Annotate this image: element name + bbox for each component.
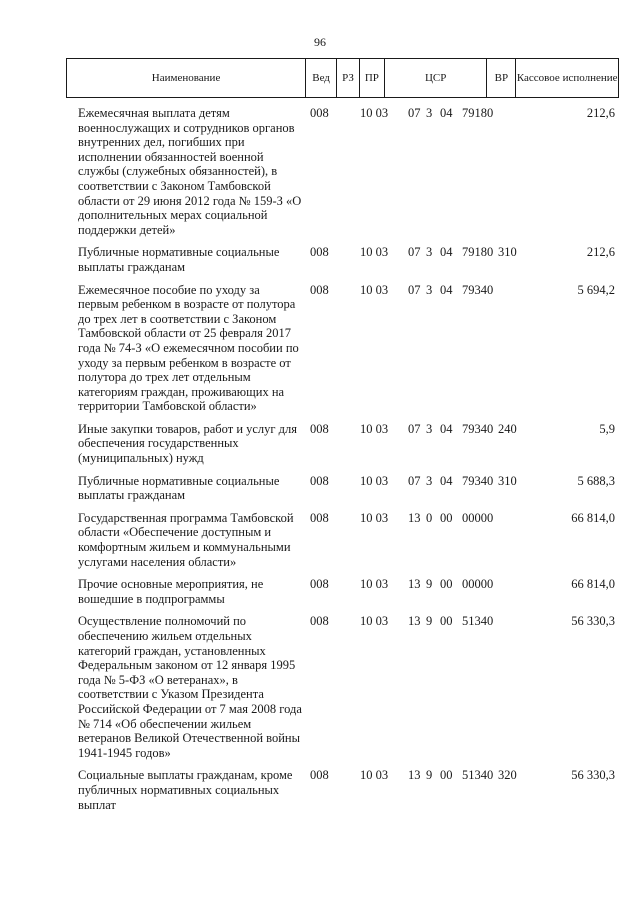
- row-csr: [398, 283, 498, 414]
- table-header: [66, 58, 619, 98]
- row-vr: [498, 106, 526, 237]
- row-vr: [498, 614, 526, 760]
- row-csr: [398, 474, 498, 503]
- row-csr-direction: 00000: [462, 577, 494, 592]
- row-sum: 5,9: [599, 421, 615, 436]
- row-rz-pr: 10 03: [360, 106, 389, 120]
- row-vr: 320: [498, 768, 517, 783]
- row-rz-pr: 10 03: [360, 245, 389, 260]
- row-csr: [398, 768, 498, 812]
- row-sum: 56 330,3: [571, 768, 615, 783]
- header-csr: ЦСР: [385, 59, 488, 97]
- row-sum: 5 694,2: [577, 282, 615, 297]
- row-ved: 008: [310, 510, 329, 525]
- row-vr: 240: [498, 421, 517, 436]
- row-csr-program: 07: [408, 473, 421, 488]
- row-csr-event: 04: [440, 282, 453, 297]
- row-csr-event: 00: [440, 768, 453, 783]
- row-rz-pr: 10 03: [360, 510, 389, 525]
- table-row: [66, 768, 619, 812]
- row-ved: 008: [310, 577, 329, 592]
- header-rz: РЗ: [337, 59, 360, 97]
- row-csr-event: 00: [440, 577, 453, 592]
- row-csr-direction: 79180: [462, 245, 494, 260]
- table-row: [66, 577, 619, 606]
- row-csr-event: 00: [440, 614, 453, 629]
- row-rz-pr: 10 03: [360, 577, 389, 592]
- row-ved: 008: [310, 245, 329, 260]
- row-csr-event: 04: [440, 473, 453, 488]
- header-pr: ПР: [360, 59, 385, 97]
- table-row: [66, 511, 619, 569]
- row-csr-direction: 51340: [462, 768, 494, 783]
- row-csr-subprogram: 9: [426, 577, 433, 592]
- row-csr: [398, 614, 498, 760]
- row-csr-subprogram: 3: [426, 245, 433, 260]
- row-csr: [398, 106, 498, 237]
- row-rz-pr: 10 03: [360, 473, 389, 488]
- row-csr-program: 07: [408, 106, 421, 120]
- table-row: [66, 474, 619, 503]
- row-csr-program: 13: [408, 768, 421, 783]
- row-sum: 212,6: [586, 106, 615, 120]
- row-csr: [398, 245, 498, 274]
- row-name: Иные закупки товаров, работ и услуг для обеспечения государственных (муниципальных) нужд: [78, 421, 298, 466]
- row-name: Прочие основные мероприятия, не вошедшие в подпрограммы: [78, 577, 264, 606]
- table-row: [66, 106, 619, 237]
- row-csr: [398, 422, 498, 466]
- table-row: [66, 614, 619, 760]
- row-csr-subprogram: 9: [426, 614, 433, 629]
- row-csr-direction: 79340: [462, 282, 494, 297]
- row-ved: 008: [310, 473, 329, 488]
- row-ved: 008: [310, 421, 329, 436]
- table-row: [66, 422, 619, 466]
- row-ved: 008: [310, 282, 329, 297]
- row-csr: [398, 577, 498, 606]
- row-name: Ежемесячная выплата детям военнослужащих и сотрудников органов внутренних дел, погибших при исполнении обязанностей военной службы (служебных обязанностей), в соответствии с Законом Тамбовской области от 29 июня 2012 года № 159-З «О дополнительных мерах социальной поддержки детей»: [78, 106, 302, 237]
- row-rz-pr: 10 03: [360, 614, 389, 629]
- row-ved: 008: [310, 614, 329, 629]
- row-rz-pr: 10 03: [360, 282, 389, 297]
- row-vr: 310: [498, 473, 517, 488]
- row-vr: [498, 577, 526, 606]
- page-number: 96: [314, 35, 326, 49]
- row-name: Публичные нормативные социальные выплаты гражданам: [78, 473, 280, 503]
- row-csr: [398, 511, 498, 569]
- row-csr-event: 04: [440, 245, 453, 260]
- row-csr-subprogram: 3: [426, 106, 433, 120]
- row-csr-program: 07: [408, 282, 421, 297]
- row-sum: 212,6: [586, 245, 615, 260]
- row-csr-subprogram: 0: [426, 510, 433, 525]
- header-name: Наименование: [67, 59, 306, 97]
- row-vr: 310: [498, 245, 517, 260]
- row-name: Социальные выплаты гражданам, кроме публичных нормативных социальных выплат: [78, 768, 293, 812]
- row-csr-direction: 00000: [462, 510, 494, 525]
- row-csr-event: 00: [440, 510, 453, 525]
- row-ved: 008: [310, 106, 329, 120]
- header-sum: Кассовое исполнение: [516, 72, 618, 84]
- row-sum: 56 330,3: [571, 614, 615, 629]
- row-csr-program: 07: [408, 421, 421, 436]
- table-row: [66, 283, 619, 414]
- table-body: [66, 98, 619, 812]
- header-ved: Вед: [306, 59, 337, 97]
- row-name: Ежемесячное пособие по уходу за первым ребенком в возрасте от полутора до трех лет в соответствии с Законом Тамбовской области от 25 февраля 2017 года № 74-З «О ежемесячном пособии по уходу за первым ребенком в возрасте от полутора до трех лет отдельным категориям граждан, проживающих на территории Тамбовской области»: [78, 282, 299, 414]
- row-ved: 008: [310, 768, 329, 783]
- header-vr: ВР: [487, 59, 516, 97]
- row-csr-subprogram: 9: [426, 768, 433, 783]
- row-rz-pr: 10 03: [360, 421, 389, 436]
- row-csr-direction: 51340: [462, 614, 494, 629]
- row-name: Государственная программа Тамбовской области «Обеспечение доступным и комфортным жильем и коммунальными услугами населения области»: [78, 510, 294, 569]
- row-rz-pr: 10 03: [360, 768, 389, 783]
- row-csr-program: 07: [408, 245, 421, 260]
- row-csr-direction: 79180: [462, 106, 494, 120]
- row-csr-direction: 79340: [462, 421, 494, 436]
- row-csr-direction: 79340: [462, 473, 494, 488]
- row-name: Осуществление полномочий по обеспечению жильем отдельных категорий граждан, установленных Федеральным законом от 12 января 1995 года № 5-ФЗ «О ветеранах», в соответствии с Указом Президента Российской Федерации от 7 мая 2008 года № 714 «Об обеспечении жильем ветеранов Великой Отечественной войны 1941-1945 годов»: [78, 614, 302, 760]
- row-sum: 66 814,0: [571, 577, 615, 592]
- table-row: [66, 245, 619, 274]
- row-sum: 5 688,3: [577, 473, 615, 488]
- row-csr-subprogram: 3: [426, 282, 433, 297]
- row-vr: [498, 511, 526, 569]
- row-csr-event: 04: [440, 421, 453, 436]
- row-csr-subprogram: 3: [426, 421, 433, 436]
- row-csr-program: 13: [408, 510, 421, 525]
- row-name: Публичные нормативные социальные выплаты гражданам: [78, 245, 280, 274]
- row-csr-event: 04: [440, 106, 453, 120]
- row-csr-subprogram: 3: [426, 473, 433, 488]
- row-csr-program: 13: [408, 614, 421, 629]
- row-sum: 66 814,0: [571, 510, 615, 525]
- row-csr-program: 13: [408, 577, 421, 592]
- row-vr: [498, 283, 526, 414]
